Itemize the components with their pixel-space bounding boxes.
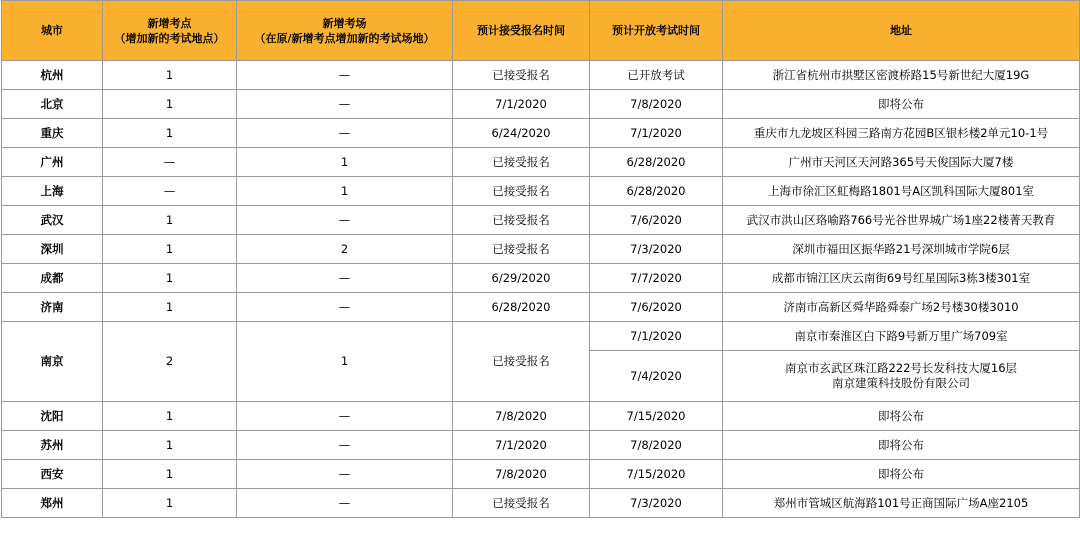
table-row: [2, 90, 1080, 119]
new-site-cell: 1: [103, 489, 237, 518]
exam-time-cell: 7/15/2020: [590, 460, 723, 489]
new-room-cell: —: [237, 293, 453, 322]
header-new-room-line1: 新增考场: [322, 16, 367, 30]
new-site-cell: —: [103, 177, 237, 206]
table-row: [2, 431, 1080, 460]
address-line1: 南京市玄武区珠江路222号长发科技大厦16层: [784, 361, 1018, 375]
header-new-room: [237, 1, 453, 61]
table-row: [2, 402, 1080, 431]
new-room-cell: —: [237, 264, 453, 293]
table-row: [2, 489, 1080, 518]
address-cell: 广州市天河区天河路365号天俊国际大厦7楼: [723, 148, 1080, 177]
address-cell: 武汉市洪山区珞喻路766号光谷世界城广场1座22楼菁天教育: [723, 206, 1080, 235]
header-address: 地址: [723, 1, 1080, 61]
header-row: [2, 1, 1080, 61]
reg-time-cell: 已接受报名: [453, 235, 590, 264]
table-row: [2, 119, 1080, 148]
city-cell: 成都: [2, 264, 103, 293]
city-cell: 西安: [2, 460, 103, 489]
address-cell: 即将公布: [723, 90, 1080, 119]
reg-time-cell: 已接受报名: [453, 489, 590, 518]
reg-time-cell: 已接受报名: [453, 206, 590, 235]
city-cell: 深圳: [2, 235, 103, 264]
city-cell: 苏州: [2, 431, 103, 460]
exam-time-cell: 7/7/2020: [590, 264, 723, 293]
new-room-cell: 1: [237, 148, 453, 177]
header-exam-time: 预计开放考试时间: [590, 1, 723, 61]
new-room-cell: 1: [237, 177, 453, 206]
city-cell: 上海: [2, 177, 103, 206]
new-site-cell: —: [103, 148, 237, 177]
reg-time-cell: 已接受报名: [453, 322, 590, 402]
exam-time-cell: 6/28/2020: [590, 148, 723, 177]
table-row: [2, 293, 1080, 322]
city-cell: 广州: [2, 148, 103, 177]
address-line2: 南京建策科技股份有限公司: [832, 376, 970, 390]
reg-time-cell: 已接受报名: [453, 148, 590, 177]
new-site-cell: 1: [103, 431, 237, 460]
new-room-cell: —: [237, 90, 453, 119]
new-room-cell: 1: [237, 322, 453, 402]
table-row: [2, 264, 1080, 293]
reg-time-cell: 7/8/2020: [453, 402, 590, 431]
address-cell: [723, 351, 1080, 402]
new-room-cell: —: [237, 206, 453, 235]
exam-time-cell: 7/6/2020: [590, 206, 723, 235]
new-room-cell: —: [237, 119, 453, 148]
address-cell: 成都市锦江区庆云南街69号红星国际3栋3楼301室: [723, 264, 1080, 293]
new-room-cell: —: [237, 460, 453, 489]
new-room-cell: —: [237, 489, 453, 518]
city-cell: 沈阳: [2, 402, 103, 431]
exam-time-cell: 7/3/2020: [590, 235, 723, 264]
new-site-cell: 1: [103, 90, 237, 119]
exam-time-cell: 7/4/2020: [590, 351, 723, 402]
table-row: [2, 148, 1080, 177]
address-cell: 重庆市九龙坡区科园三路南方花园B区银杉楼2单元10-1号: [723, 119, 1080, 148]
exam-time-cell: 7/8/2020: [590, 90, 723, 119]
address-cell: 深圳市福田区振华路21号深圳城市学院6层: [723, 235, 1080, 264]
new-site-cell: 1: [103, 206, 237, 235]
address-cell: 即将公布: [723, 460, 1080, 489]
address-cell: 南京市秦淮区白下路9号新万里广场709室: [723, 322, 1080, 351]
reg-time-cell: 6/28/2020: [453, 293, 590, 322]
new-site-cell: 1: [103, 402, 237, 431]
city-cell: 杭州: [2, 61, 103, 90]
address-cell: 即将公布: [723, 431, 1080, 460]
city-cell: 武汉: [2, 206, 103, 235]
new-site-cell: 1: [103, 460, 237, 489]
table-row: [2, 177, 1080, 206]
new-room-cell: —: [237, 402, 453, 431]
address-cell: 上海市徐汇区虹梅路1801号A区凯科国际大厦801室: [723, 177, 1080, 206]
address-cell: 济南市高新区舜华路舜泰广场2号楼30楼3010: [723, 293, 1080, 322]
header-new-site-line2: （增加新的考试地点）: [114, 31, 225, 45]
table-row-nanjing-1: [2, 322, 1080, 351]
city-cell: 南京: [2, 322, 103, 402]
exam-time-cell: 7/3/2020: [590, 489, 723, 518]
address-cell: 郑州市管城区航海路101号正商国际广场A座2105: [723, 489, 1080, 518]
reg-time-cell: 已接受报名: [453, 61, 590, 90]
city-cell: 济南: [2, 293, 103, 322]
city-cell: 北京: [2, 90, 103, 119]
new-site-cell: 1: [103, 293, 237, 322]
new-site-cell: 1: [103, 264, 237, 293]
header-new-room-line2: （在原/新增考点增加新的考试场地）: [254, 31, 435, 45]
table-row: [2, 235, 1080, 264]
new-site-cell: 1: [103, 61, 237, 90]
header-reg-time: 预计接受报名时间: [453, 1, 590, 61]
reg-time-cell: 7/1/2020: [453, 90, 590, 119]
exam-time-cell: 7/6/2020: [590, 293, 723, 322]
reg-time-cell: 6/24/2020: [453, 119, 590, 148]
city-cell: 重庆: [2, 119, 103, 148]
header-new-site-line1: 新增考点: [147, 16, 192, 30]
exam-time-cell: 已开放考试: [590, 61, 723, 90]
exam-time-cell: 7/1/2020: [590, 119, 723, 148]
exam-time-cell: 7/1/2020: [590, 322, 723, 351]
table-row: [2, 61, 1080, 90]
header-city: 城市: [2, 1, 103, 61]
new-room-cell: —: [237, 431, 453, 460]
table-row: [2, 460, 1080, 489]
new-site-cell: 1: [103, 119, 237, 148]
reg-time-cell: 已接受报名: [453, 177, 590, 206]
new-room-cell: 2: [237, 235, 453, 264]
header-new-site: [103, 1, 237, 61]
reg-time-cell: 6/29/2020: [453, 264, 590, 293]
exam-time-cell: 7/15/2020: [590, 402, 723, 431]
exam-site-table: [1, 0, 1080, 518]
address-cell: 即将公布: [723, 402, 1080, 431]
exam-time-cell: 7/8/2020: [590, 431, 723, 460]
address-cell: 浙江省杭州市拱墅区密渡桥路15号新世纪大厦19G: [723, 61, 1080, 90]
new-site-cell: 1: [103, 235, 237, 264]
new-site-cell: 2: [103, 322, 237, 402]
table-row: [2, 206, 1080, 235]
exam-time-cell: 6/28/2020: [590, 177, 723, 206]
reg-time-cell: 7/1/2020: [453, 431, 590, 460]
new-room-cell: —: [237, 61, 453, 90]
reg-time-cell: 7/8/2020: [453, 460, 590, 489]
city-cell: 郑州: [2, 489, 103, 518]
